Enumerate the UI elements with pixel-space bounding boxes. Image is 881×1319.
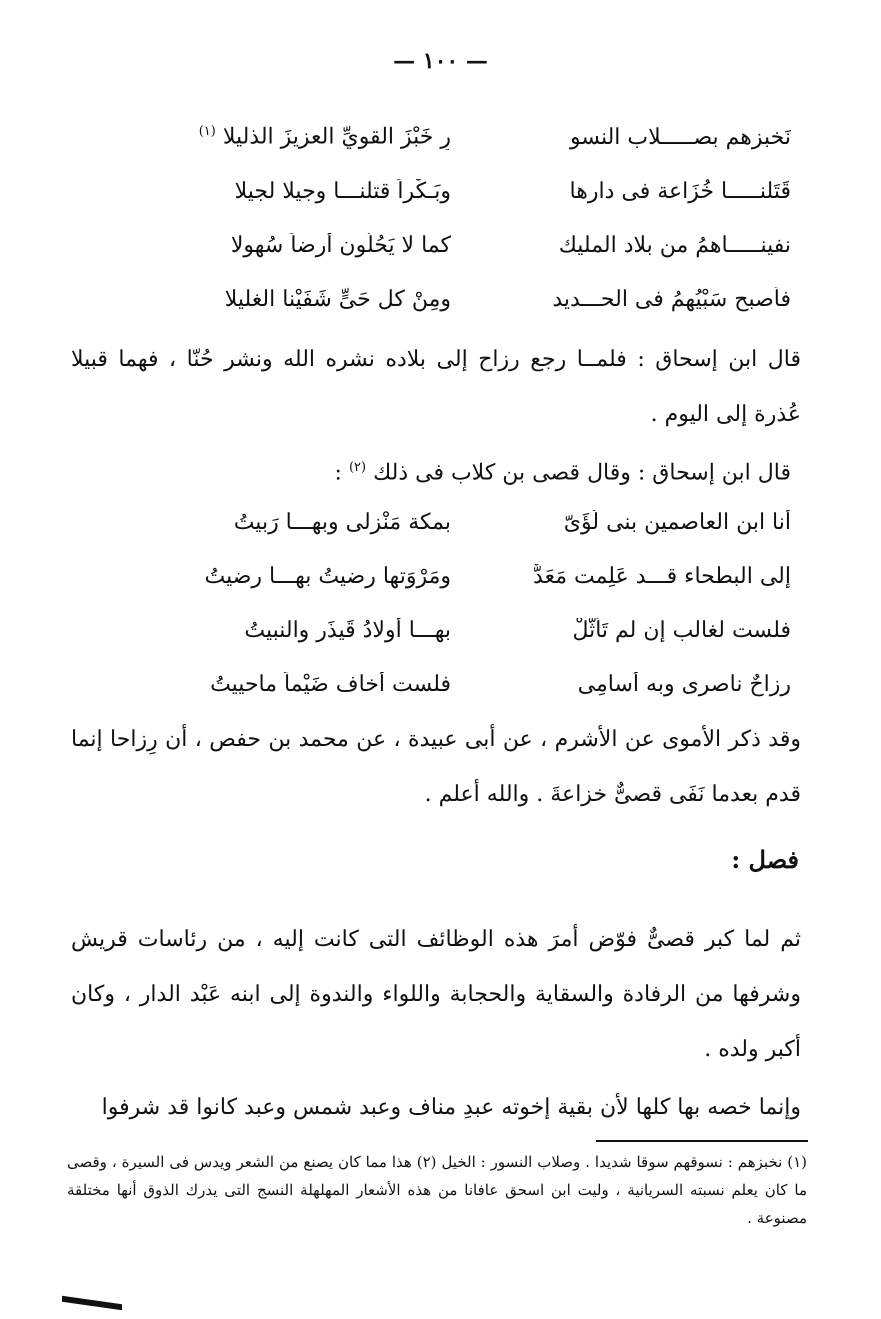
poem-block-1 bbox=[151, 110, 791, 326]
verse-hemistich: ومِنْ كل حَىٍّ شَفَيْنا الغليلا bbox=[224, 286, 451, 312]
verse-hemistich: فلست لغالب إن لم تَأَثَّلْ bbox=[572, 617, 791, 643]
verse-hemistich: كما لا يَحُلّون أرضاً سُهولا bbox=[230, 232, 451, 258]
verse-hemistich: قَتَلنـــــا خُزَاعة فى دارها bbox=[569, 178, 791, 204]
footnote-marker: (١) bbox=[198, 124, 216, 140]
verse-line bbox=[151, 549, 791, 603]
paragraph: ثم لما كبر قصىٌّ فوّض أمرَ هذه الوظائف التى كانت إليه ، من رئاسات قريش وشرفها من الرفادة والسقاية والحجابة واللواء والندوة إلى ابنه عَبْد الدار ، وكان أكبر ولده . bbox=[71, 927, 801, 1062]
footnote-marker: (٢) bbox=[348, 460, 367, 475]
verse-hemistich: ومَرْوَتها رضيتُ بهـــا رضيتُ bbox=[204, 563, 451, 589]
verse-hemistich: وبَـكْراً قتلنـــا وجيلا لجيلا bbox=[234, 178, 451, 204]
verse-hemistich: رِزاحٌ ناصرى وبه أُسامِى bbox=[577, 671, 791, 697]
verse-hemistich-text: رِ خَبْزَ القويِّ العزيزَ الذليلا bbox=[222, 124, 451, 150]
verse-hemistich bbox=[151, 124, 451, 149]
paragraph bbox=[61, 440, 791, 500]
page-edge-mark bbox=[62, 1296, 122, 1310]
verse-hemistich: نفينـــــاهمُ من بلاد المليك bbox=[558, 232, 791, 258]
verse-line bbox=[151, 110, 791, 164]
verse-hemistich: فأصبح سَبْيُهمُ فى الحـــديد bbox=[552, 286, 791, 312]
verse-hemistich: بهـــا أولادُ قَيذَر والنبيتُ bbox=[244, 617, 451, 643]
verse-hemistich: إلى البطحاء قـــد عَلِمت مَعَدٌّ bbox=[533, 563, 791, 589]
poem-block-2 bbox=[151, 495, 791, 711]
paragraph-text-end: : bbox=[334, 460, 349, 486]
page-number: — ١٠٠ — bbox=[393, 48, 488, 74]
verse-line bbox=[151, 272, 791, 326]
paragraph: وإنما خصه بها كلها لأن بقية إخوته عبدِ مناف وعبد شمس وعبد كانوا قد شرفوا bbox=[101, 1095, 801, 1120]
verse-line bbox=[151, 657, 791, 711]
verse-line bbox=[151, 164, 791, 218]
footnotes: (١) نخبزهم : نسوقهم سوقا شديدا . وصلاب النسور : الخيل (٢) هذا مما كان يصنع من الشعر ويدس فى السيرة ، وقصى ما كان يعلم نسبته السريانية ، وليت ابن اسحق عافانا من هذه الأشعار المهلهلة النسج التى يدرك الذوق أنها مختلقة مصنوعة . bbox=[67, 1153, 808, 1227]
verse-hemistich: أنا ابن العاصمين بنى لُؤَىّ bbox=[563, 509, 791, 535]
footnote-separator bbox=[596, 1140, 808, 1142]
paragraph: قال ابن إسحاق : فلمــا رجع رزاح إلى بلاده نشره الله ونشر حُنّا ، فهما قبيلا عُذرة إلى اليوم . bbox=[71, 347, 801, 427]
verse-line bbox=[151, 495, 791, 549]
section-heading: فصل : bbox=[731, 845, 799, 874]
verse-line bbox=[151, 603, 791, 657]
verse-hemistich: نَخبزهم بصـــــلاب النسو bbox=[569, 124, 791, 150]
paragraph: وقد ذكر الأموى عن الأشرم ، عن أبى عبيدة ، عن محمد بن حفص ، أن رِزاحا إنما قدم بعدما نَفَى قصىٌّ خزاعةَ . والله أعلم . bbox=[71, 727, 801, 807]
verse-hemistich: بمكة مَنْزلى وبهـــا رَبيتُ bbox=[233, 509, 451, 535]
verse-line bbox=[151, 218, 791, 272]
verse-hemistich: فلست أخاف ضَيْماً ماحييتُ bbox=[210, 671, 451, 697]
paragraph-text: قال ابن إسحاق : وقال قصى بن كلاب فى ذلك bbox=[373, 460, 791, 486]
